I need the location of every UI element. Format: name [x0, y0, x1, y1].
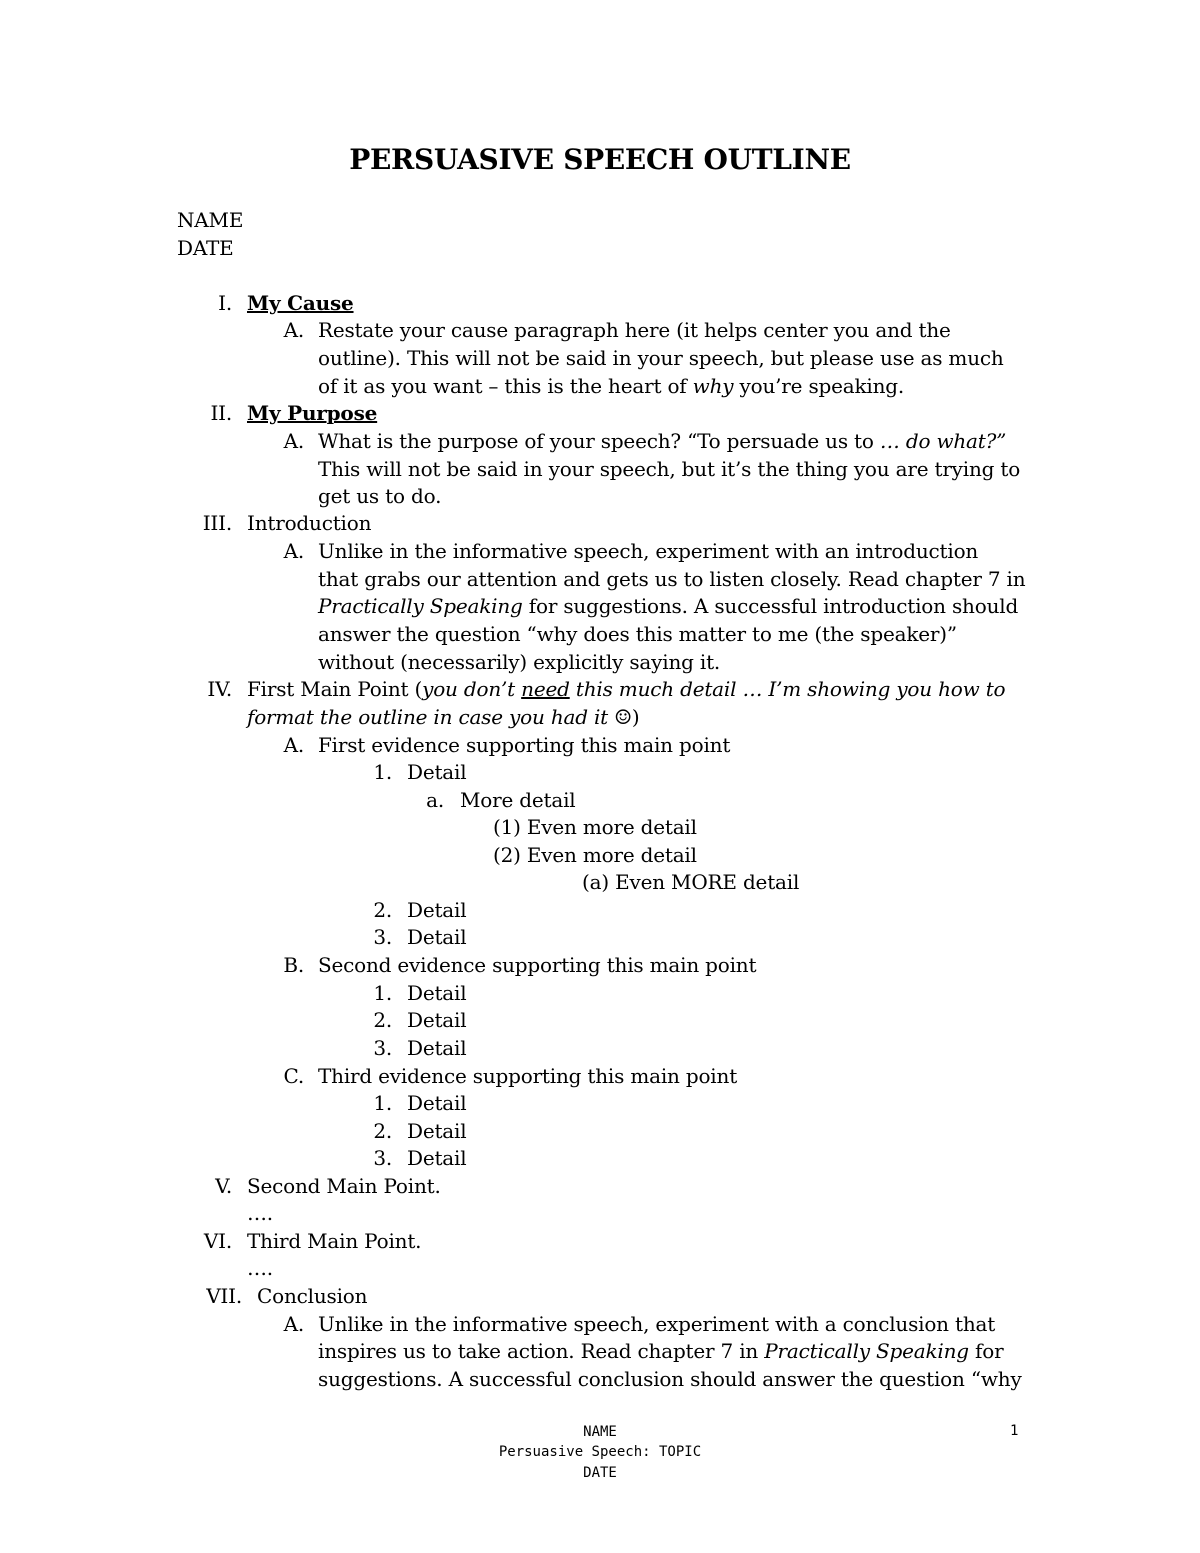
- section-1-heading: My Cause: [247, 291, 354, 315]
- section-4-c-2-label: 2.: [373, 1119, 392, 1143]
- section-7-a-line-2: inspires us to take action. Read chapter 7 in Practically Speaking for: [318, 1339, 1004, 1363]
- section-2-heading: My Purpose: [247, 401, 378, 425]
- section-4-note-line-2: format the outline in case you had it ☺): [247, 705, 640, 729]
- section-1-number: I.: [218, 291, 232, 315]
- section-3-a-line-5: without (necessarily) explicitly saying it.: [318, 650, 721, 674]
- section-4-a-1-label: 1.: [373, 760, 392, 784]
- section-4-a-label: A.: [283, 733, 304, 757]
- section-2-a-line-1: What is the purpose of your speech? “To persuade us to … do what?”: [318, 429, 1007, 453]
- section-4-detail-a: (a) Even MORE detail: [582, 870, 800, 894]
- section-4-b-3-text: Detail: [407, 1036, 467, 1060]
- section-4-heading: First Main Point (you don’t need this much detail … I’m showing you how to: [247, 677, 1006, 701]
- section-4-detail-1: (1) Even more detail: [493, 815, 697, 839]
- section-4-a-text: First evidence supporting this main point: [318, 733, 731, 757]
- section-6-heading: Third Main Point.: [247, 1229, 422, 1253]
- section-1-a-line-1: Restate your cause paragraph here (it helps center you and the: [318, 318, 951, 342]
- section-1-a-label: A.: [283, 318, 304, 342]
- section-4-c-label: C.: [283, 1064, 304, 1088]
- section-5-heading: Second Main Point.: [247, 1174, 441, 1198]
- section-2-a-label: A.: [283, 429, 304, 453]
- footer-name: NAME: [583, 1424, 617, 1440]
- section-4-a-2-label: 2.: [373, 898, 392, 922]
- section-7-a-label: A.: [283, 1312, 304, 1336]
- section-5-ellipsis: ….: [247, 1201, 273, 1225]
- section-4-number: IV.: [207, 677, 232, 701]
- section-4-detail-2: (2) Even more detail: [493, 843, 697, 867]
- section-4-a-1-a-label: a.: [426, 788, 444, 812]
- document-title: PERSUASIVE SPEECH OUTLINE: [349, 143, 851, 176]
- section-3-heading: Introduction: [247, 511, 372, 535]
- date-label: DATE: [177, 236, 234, 260]
- section-4-b-text: Second evidence supporting this main point: [318, 953, 757, 977]
- section-2-number: II.: [210, 401, 232, 425]
- section-4-c-text: Third evidence supporting this main point: [318, 1064, 738, 1088]
- footer-topic: Persuasive Speech: TOPIC: [498, 1444, 702, 1460]
- section-4-b-1-label: 1.: [373, 981, 392, 1005]
- section-2-a-line-2: This will not be said in your speech, but it’s the thing you are trying to: [318, 457, 1021, 481]
- page-number: 1: [1010, 1423, 1019, 1439]
- section-4-c-3-text: Detail: [407, 1146, 467, 1170]
- section-3-a-line-2: that grabs our attention and gets us to listen closely. Read chapter 7 in: [318, 567, 1026, 591]
- name-label: NAME: [177, 208, 244, 232]
- section-4-c-3-label: 3.: [373, 1146, 392, 1170]
- footer-date: DATE: [583, 1465, 617, 1481]
- section-3-a-line-4: answer the question “why does this matter to me (the speaker)”: [318, 622, 957, 646]
- section-5-number: V.: [215, 1174, 232, 1198]
- section-4-b-3-label: 3.: [373, 1036, 392, 1060]
- section-4-a-1-text: Detail: [407, 760, 467, 784]
- section-1-a-line-3: of it as you want – this is the heart of why you’re speaking.: [318, 374, 905, 398]
- section-7-heading: Conclusion: [257, 1284, 368, 1308]
- section-3-a-label: A.: [283, 539, 304, 563]
- section-1-a-line-2: outline). This will not be said in your speech, but please use as much: [318, 346, 1004, 370]
- section-6-number: VI.: [203, 1229, 232, 1253]
- section-4-c-2-text: Detail: [407, 1119, 467, 1143]
- section-7-number: VII.: [206, 1284, 242, 1308]
- section-3-a-line-3: Practically Speaking for suggestions. A successful introduction should: [318, 594, 1019, 618]
- section-4-c-1-text: Detail: [407, 1091, 467, 1115]
- section-4-c-1-label: 1.: [373, 1091, 392, 1115]
- section-4-b-2-text: Detail: [407, 1008, 467, 1032]
- section-4-b-1-text: Detail: [407, 981, 467, 1005]
- section-3-a-line-1: Unlike in the informative speech, experiment with an introduction: [318, 539, 979, 563]
- section-7-a-line-1: Unlike in the informative speech, experiment with a conclusion that: [318, 1312, 996, 1336]
- section-4-a-2-text: Detail: [407, 898, 467, 922]
- section-7-a-line-3: suggestions. A successful conclusion should answer the question “why: [318, 1367, 1022, 1391]
- section-4-a-1-a-text: More detail: [460, 788, 576, 812]
- section-6-ellipsis: ….: [247, 1256, 273, 1280]
- section-3-number: III.: [202, 511, 232, 535]
- section-4-b-2-label: 2.: [373, 1008, 392, 1032]
- section-2-a-line-3: get us to do.: [318, 484, 442, 508]
- section-4-b-label: B.: [283, 953, 304, 977]
- section-4-a-3-label: 3.: [373, 925, 392, 949]
- section-4-a-3-text: Detail: [407, 925, 467, 949]
